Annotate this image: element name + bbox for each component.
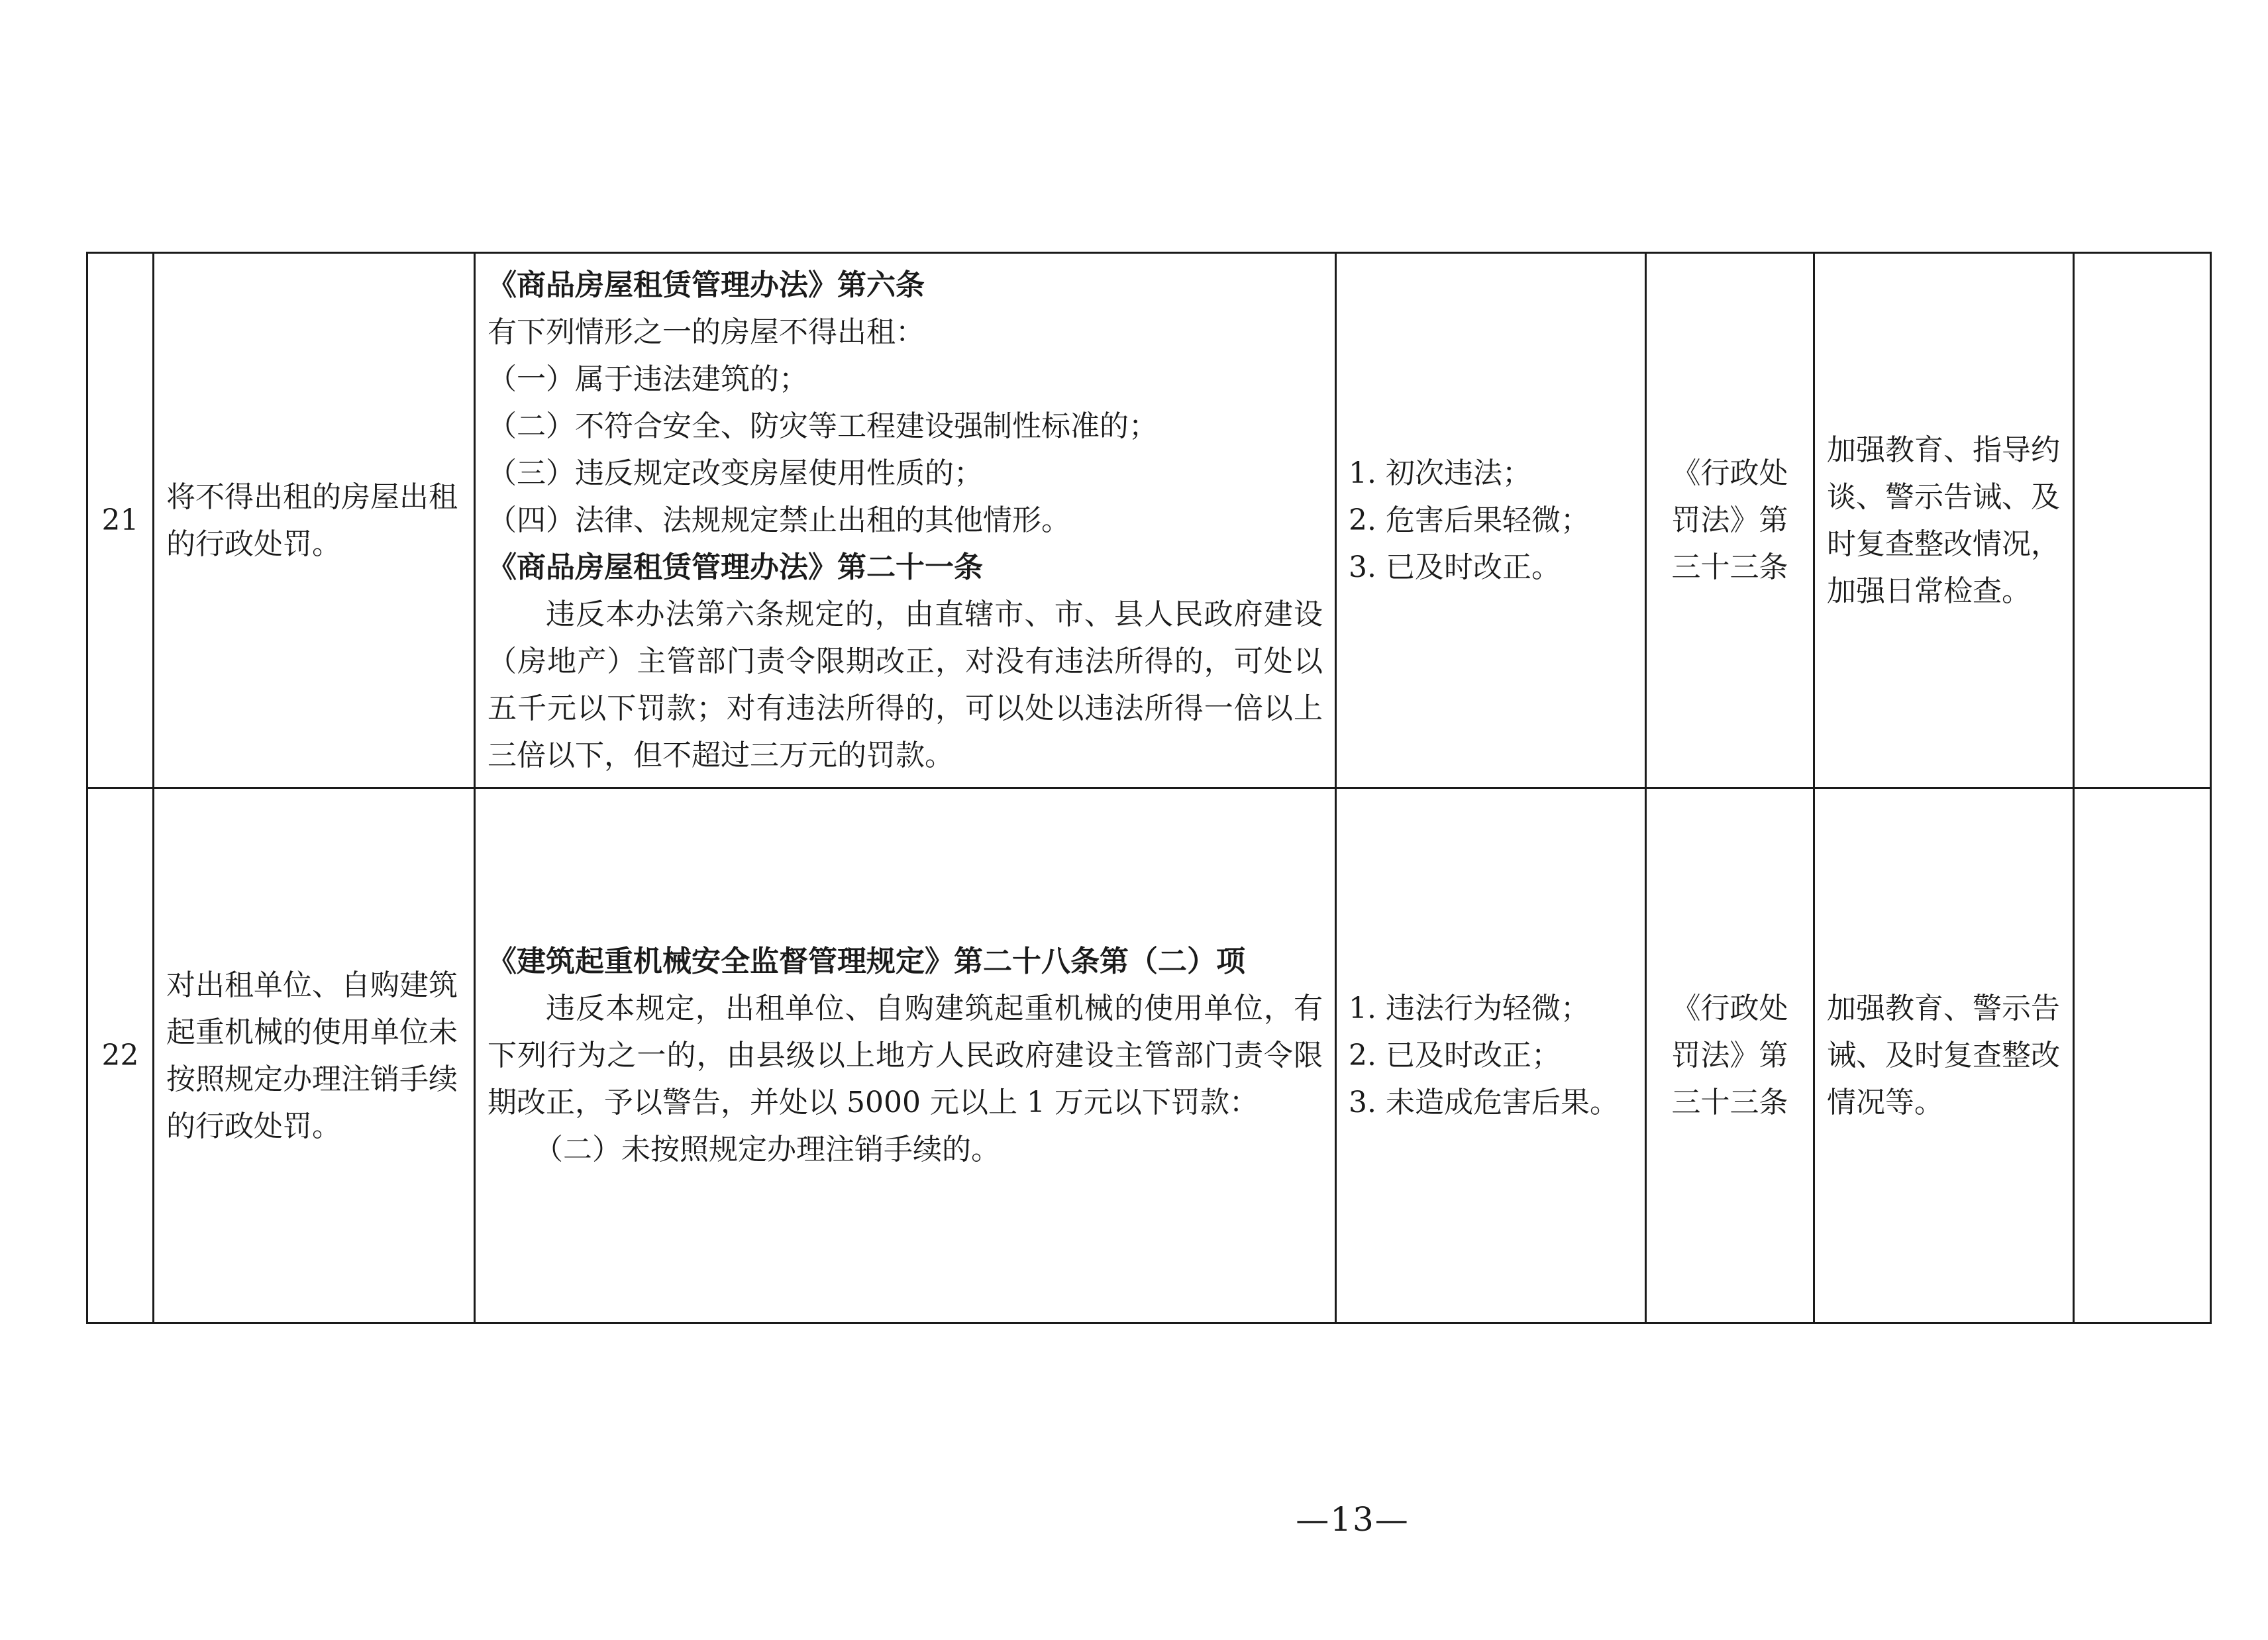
row-number: 21 [87,253,154,788]
basis-line: 有下列情形之一的房屋不得出租： [488,315,925,349]
note-cell [2074,788,2211,1323]
penalty-item: 对出租单位、自购建筑起重机械的使用单位未按照规定办理注销手续的行政处罚。 [154,788,475,1323]
conditions-cell [1336,788,1646,1323]
condition-item: 2. 已及时改正； [1349,1039,1561,1072]
table-row [87,788,2211,1323]
basis-paragraph: 违反本规定，出租单位、自购建筑起重机械的使用单位，有下列行为之一的，由县级以上地方人民政府建设主管部门责令限期改正，予以警告，并处以 5000 元以上 1 万元以下罚款： [488,992,1323,1119]
law-basis: 《行政处罚法》第三十三条 [1646,253,1814,788]
legal-basis [475,788,1336,1323]
basis-paragraph: 违反本办法第六条规定的，由直辖市、市、县人民政府建设（房地产）主管部门责令限期改正，对没有违法所得的，可处以五千元以下罚款；对有违法所得的，可以处以违法所得一倍以上三倍以下，但不超过三万元的罚款。 [488,597,1323,772]
note-cell [2074,253,2211,788]
measures-cell: 加强教育、警示告诫、及时复查整改情况等。 [1814,788,2074,1323]
condition-item: 1. 初次违法； [1349,456,1531,490]
basis-line: （四）法律、法规规定禁止出租的其他情形。 [488,503,1070,537]
condition-item: 2. 危害后果轻微； [1349,503,1590,537]
basis-line: （三）违反规定改变房屋使用性质的； [488,456,983,490]
condition-item: 1. 违法行为轻微； [1349,992,1590,1025]
basis-line: （二）不符合安全、防灾等工程建设强制性标准的； [488,409,1158,443]
basis-title: 《商品房屋租赁管理办法》第二十一条 [488,550,983,584]
page-number [0,1500,2268,1539]
basis-line: （一）属于违法建筑的； [488,362,808,396]
row-number: 22 [87,788,154,1323]
law-basis: 《行政处罚法》第三十三条 [1646,788,1814,1323]
legal-basis [475,253,1336,788]
basis-sub-item: （二）未按照规定办理注销手续的。 [534,1133,1000,1166]
basis-title: 《建筑起重机械安全监督管理规定》第二十八条第（二）项 [488,945,1245,978]
basis-title: 《商品房屋租赁管理办法》第六条 [488,268,925,302]
condition-item: 3. 已及时改正。 [1349,550,1561,584]
measures-cell: 加强教育、指导约谈、警示告诫、及时复查整改情况，加强日常检查。 [1814,253,2074,788]
condition-item: 3. 未造成危害后果。 [1349,1086,1619,1119]
penalty-table [86,252,2212,1324]
conditions-cell [1336,253,1646,788]
penalty-item: 将不得出租的房屋出租的行政处罚。 [154,253,475,788]
page-number-text: —13— [1296,1500,1410,1539]
table-row [87,253,2211,788]
